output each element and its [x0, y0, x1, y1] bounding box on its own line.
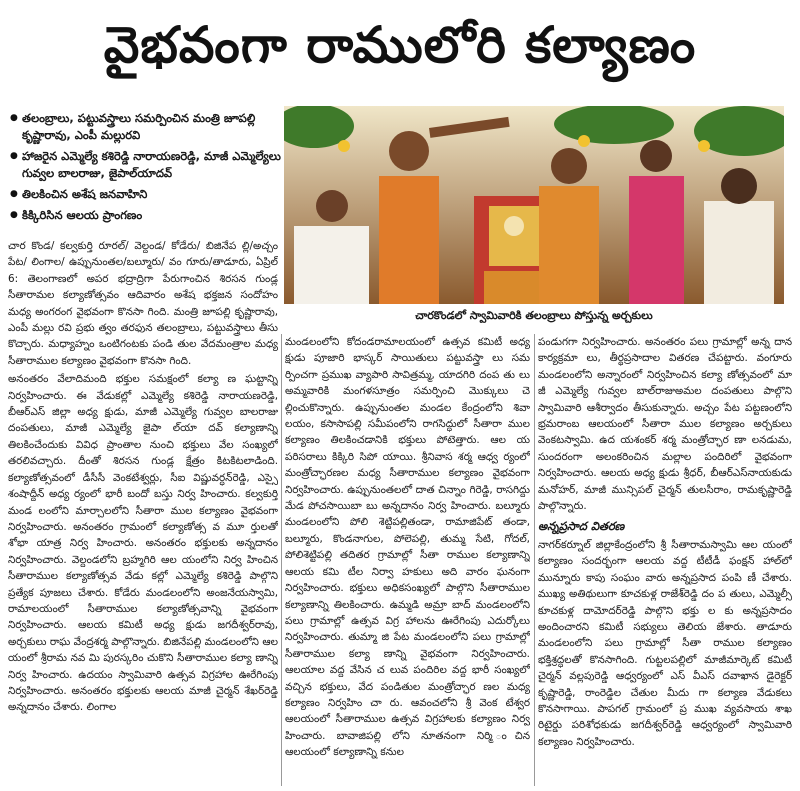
headline: వైభవంగా రాములోరి కల్యాణం [103, 15, 697, 74]
highlight-item [10, 186, 282, 203]
article-column-1 [8, 238, 278, 786]
bullet-icon: ● [10, 210, 18, 220]
highlight-item [10, 207, 282, 224]
highlight-text: హాజరైన ఎమ్మెల్యే కశిరెడ్డి నారాయణరెడ్డి, మాజీ ఎమ్మెల్యేలు గువ్వల బాలరాజు, జైపాల్‌యాదవ్ [22, 149, 281, 180]
column-divider [534, 334, 535, 786]
paragraph: చార కొండ/ కల్వకుర్తి రూరల్/ వెల్దండ/ కోడేరు/ బిజినేప ల్లి/అచ్చం పేట/ లింగాల/ ఉప్పునుంతల/బల్మూరు/ వం గూరు/తాడూరు, ఏప్రిల్ 6: తెలంగాణలో అపర భద్రాద్రిగా పేరుగాంచిన శిరసన గుండ్ల సీతారామల కల్యాణోత్సవం ఆదివారం అశేష భక్తజన సందోహం మధ్య అంగరంగ వైభవంగా కొనసా గింది. మంత్రి జూపల్లి కృష్ణారావు, ఎంపీ మల్లు రవి ప్రభు త్వం తరఫున తలంబ్రాలు, పట్టువస్త్రాలు తీసు కొచ్చారు. మధ్యాహ్నం ఒంటిగంటకు పండి తుల వేదమంత్రాల మధ్య సీతారాముల కల్యాణం వైభవంగా కొనసా గింది. [8, 240, 278, 367]
paragraph: పండుగగా నిర్వహించారు. అనంతరం పలు గ్రామాల్లో అన్న దాన కార్యక్రమా లు, తీర్థప్రసాదాల వితరణ చేపట్టారు. వంగూరు మండలంలోని అన్నారంలో నిర్వహించిన కల్యా ణోత్సవంలో మా జీ ఎమ్మెల్యే గువ్వల బాల్‌రాజు‌అమల దంపతులు పాల్గొని స్వామివారి ఆశీర్వాదం తీసుకున్నారు. అచ్చం పేట పట్టణంలోని భ్రమరాంబ ఆలయంలో సీతారా ముల కల్యాణం అర్చకులు వెంకటస్వామి. ఉద యశంకర్ శర్మ మంత్రోచ్ఛార ణా లనడుమ, సుందరంగా అలంకరించిన మల్లాల పందిరిలో వైభవంగా నిర్వహించారు. ఆలయ అధ్య క్షుడు శ్రీధర్, బీఆర్ఎస్‌నాయకుడు మనోహర్, మాజీ మున్సిపల్ చైర్మన్ తులసీరాం, రామకృష్ణారెడ్డి పాల్గొన్నారు. [538, 336, 792, 513]
highlight-item [10, 148, 282, 182]
ceremony-photo [284, 106, 784, 304]
column-divider [281, 334, 282, 786]
paragraph: నాగర్‌కర్నూల్ జిల్లాకేంద్రంలోని శ్రీ సీతారామస్వామి ఆల యంలో కల్యాణం సందర్భంగా ఆలయ వద్ద టీటీడీ ఫంక్షన్ హాల్‌లో మున్నూరు కాపు సంఘం వారు అన్నప్రసాద పంపి ణీ చేశారు. ముఖ్య అతిథులుగా కూచకుళ్ల రాజేశ్‌రెడ్డి దం ప తులు, ఎమ్మెల్సీ కూచకుళ్ల దామోదర్‌రెడ్డి పాల్గొని భక్తు ల కు అన్నప్రసాదం అందించారని కమిటీ సభ్యులు తెలియ జేశారు. తాడూరు మండలంలోని పలు గ్రామాల్లో సీతా రాముల కల్యాణం భక్తిశ్రద్ధలతో కొనసాగింది. గుట్టలపల్లిలో మాజీమార్కెట్ కమిటీ చైర్మన్ వల్లపురెడ్డి ఆధ్వర్యంలో ఎస్ వీఎస్ దవాఖాన డైరెక్టర్ కృష్ణారెడ్డి, రాంరెడ్డిల చేతుల మీదు గా కల్యాణ వేడుకలు కొనసాగాయి. పాపగల్ గ్రామంలో ప్ర ముఖ వ్యవసాయ శాఖ రిటైర్డు పరిశోధకుడు జగదీశ్వర్‌రెడ్డి ఆధ్వర్యంలో స్వామివారి కల్యాణం నిర్వహించారు. [538, 538, 792, 748]
highlight-text: తిలకించిన అశేష జనవాహిని [22, 187, 148, 201]
highlight-text: తలంబ్రాలు, పట్టువస్త్రాలు సమర్పించిన మంత్రి జూపల్లి కృష్ణారావు, ఎంపీ మల్లురవి [22, 111, 256, 142]
highlights-list [10, 110, 282, 228]
bullet-icon: ● [10, 113, 18, 123]
article-column-3 [538, 334, 792, 786]
paragraph: అనంతరం వేలాదిమంది భక్తుల సమక్షంలో కల్యా ణ ఘట్టాన్ని నిర్వహించారు. ఈ వేడుకల్లో ఎమ్మెల్యే కశిరెడ్డి నారాయణరెడ్డి, బీఆర్ఎస్ జిల్లా అధ్య క్షుడు, మాజీ ఎమ్మెల్యే గువ్వల బాలరాజు దంపతులు, మాజీ ఎమ్మెల్యే జైపా ల్‌యా దవ్ కల్యాణాన్ని తిలకించేందుకు వివిధ ప్రాంతాల నుంచి భక్తులు వేల సంఖ్యలో తరలివచ్చారు. దీంతో శిరసన గుండ్ల క్షేత్రం కిటకిటలాడింది. కల్యాణోత్సవంలో డీసీసీ వెంకటేశ్వర్లు, సీఐ విష్ణువర్ధన్‌రెడ్డి, ఎస్సై శంషాద్దీన్ అధ్య ర్యంలో భారీ బందో బస్తు నిర్వ హించారు. కల్వకుర్తి మండ లంలోని మార్చాలలోని సీతారా ముల కల్యాణం వైభవంగా నిర్వహించారు. అనంతరం గ్రామంలో కల్యాణోత్స వ మూ ర్తులతో శోభా యాత్ర నిర్వ హించారు. అనంతరం భక్తులకు అన్నదానం నిర్వహించారు. వెల్దండలోని బ్రహ్మగిరి ఆల యంలోని నిర్వ హించిన సీతారాముల కల్యాణోత్సవ వేడు కల్లో ఎమ్మెల్యే కశిరెడ్డి పాల్గొని ప్రత్యేక పూజలు చేశారు. కోడేరు మండలంలోని అంజనేయస్వామి, రామాలయంలో సీతారాముల కల్యాణోత్సవాన్ని వైభవంగా నిర్వహించారు. ఆలయ కమిటీ అధ్య క్షుడు జగదీశ్వర్‌రావు, అర్చకులు రాఘ వేంద్రశర్మ పాల్గొన్నారు. బిజినేపల్లి మండలంలోని ఆల యంలో శ్రీరామ నవ మి పురస్కరిం చుకొని సీతారాముల కల్యా ణాన్ని నిర్వ హించారు. ఉదయం స్వామివారి ఉత్సవ విగ్రహాల ఊరేగింపు నిర్వహించారు. అనంతరం భక్తులకు ఆలయ మాజీ చైర్మన్ శేఖర్‌రెడ్డి అన్నదానం చేశారు. లింగాల [8, 373, 278, 714]
subheading: అన్నప్రసాద వితరణ [538, 519, 625, 534]
bullet-icon: ● [10, 151, 18, 161]
highlight-text: కిక్కిరిసిన ఆలయ ప్రాంగణం [22, 208, 143, 222]
article-column-2 [285, 334, 530, 786]
highlight-item [10, 110, 282, 144]
photo-caption: చారకొండలో స్వామివారికి తలంబ్రాలు పోస్తున్న అర్చకులు [415, 309, 653, 322]
paragraph: మండలంలోని కోదండరామాలయంలో ఉత్సవ కమిటీ అధ్య క్షుడు పూజారి భాస్కర్ సాయితులు పట్టువస్త్రా లు సమ ర్పించగా ప్రముఖ వ్యాపారి సావిత్రమ్మ, యాదగిరి దంప తు లు అమ్మవారికి మంగళసూత్రం సమర్పించి మొక్కులు చె ల్లించుకొన్నారు. ఉప్పునుంతల మండల కేంద్రంలోని శివా లయం, కసాసాపల్లి సమీపంలోని రాగసిద్ధులో సీతారా ముల కల్యాణం తిలకించడానికి భక్తులు పోటెత్తారు. ఆల య పరిసరాలు కిక్కిరి సిపో యాయి. శ్రీనివాస శర్మ ఆధ్వ ర్యంలో మంత్రోచ్ఛారణల మధ్య సీతారాముల కల్యాణం వైభవంగా నిర్వహించారు. ఉప్పునుంతలలో దాత చిన్నాం గిరెడ్డి, రాసగిద్దు మేడ పోచసాయిబా బు అన్నదానం నిర్వ హించారు. బల్మూరు మండలంలోని పోలి శెట్టిపల్లితండా, రామాజిపేట్ తండా, బల్మూరు, కొండనాగుల, పోలెపల్లి, తుమ్మ సేటి, గోదల్, పోలిశెట్టిపల్లి తదితర గ్రామాల్లో సీతా రాముల కల్యాణాన్ని ఆలయ కమి టీల నిర్వా హకులు అది వారం ఘనంగా నిర్వహించారు. భక్తులు అధికసంఖ్యలో పాల్గొని సీతారాముల కల్యాణాన్ని తిలకించారు. ఉమ్మడి అమ్రా బాద్ మండలంలోని పలు గ్రామాల్లో ఉత్సవ విగ్ర హాలను ఊరేగింపు ఎదుర్కోలు నిర్వహించారు. తుమ్మా జి పేట మండలంలోని పలు గ్రామాల్లో సీతారాముల కల్యా ణాన్ని వైభవంగా నిర్వహించారు. ఆలయాల వద్ద వేసిన చ లువ పందిరిల వద్ద భారీ సంఖ్యలో వచ్చిన భక్తులు, వేద పండితుల మంత్రోచ్ఛార ణల మధ్య కల్యాణం నిర్వహిం చా రు. ఆవంచలోని శ్రీ వెంక టేశ్వర ఆలయంలో సీతారాముల ఉత్సవ విగ్రహాలకు కల్యాణం నిర్వ హించారు. బావాజిపల్లి లోని నూతనంగా నిర్మి ంచిన ఆలయంలో కల్యాణాన్ని కనుల [285, 336, 530, 759]
bullet-icon: ● [10, 189, 18, 199]
